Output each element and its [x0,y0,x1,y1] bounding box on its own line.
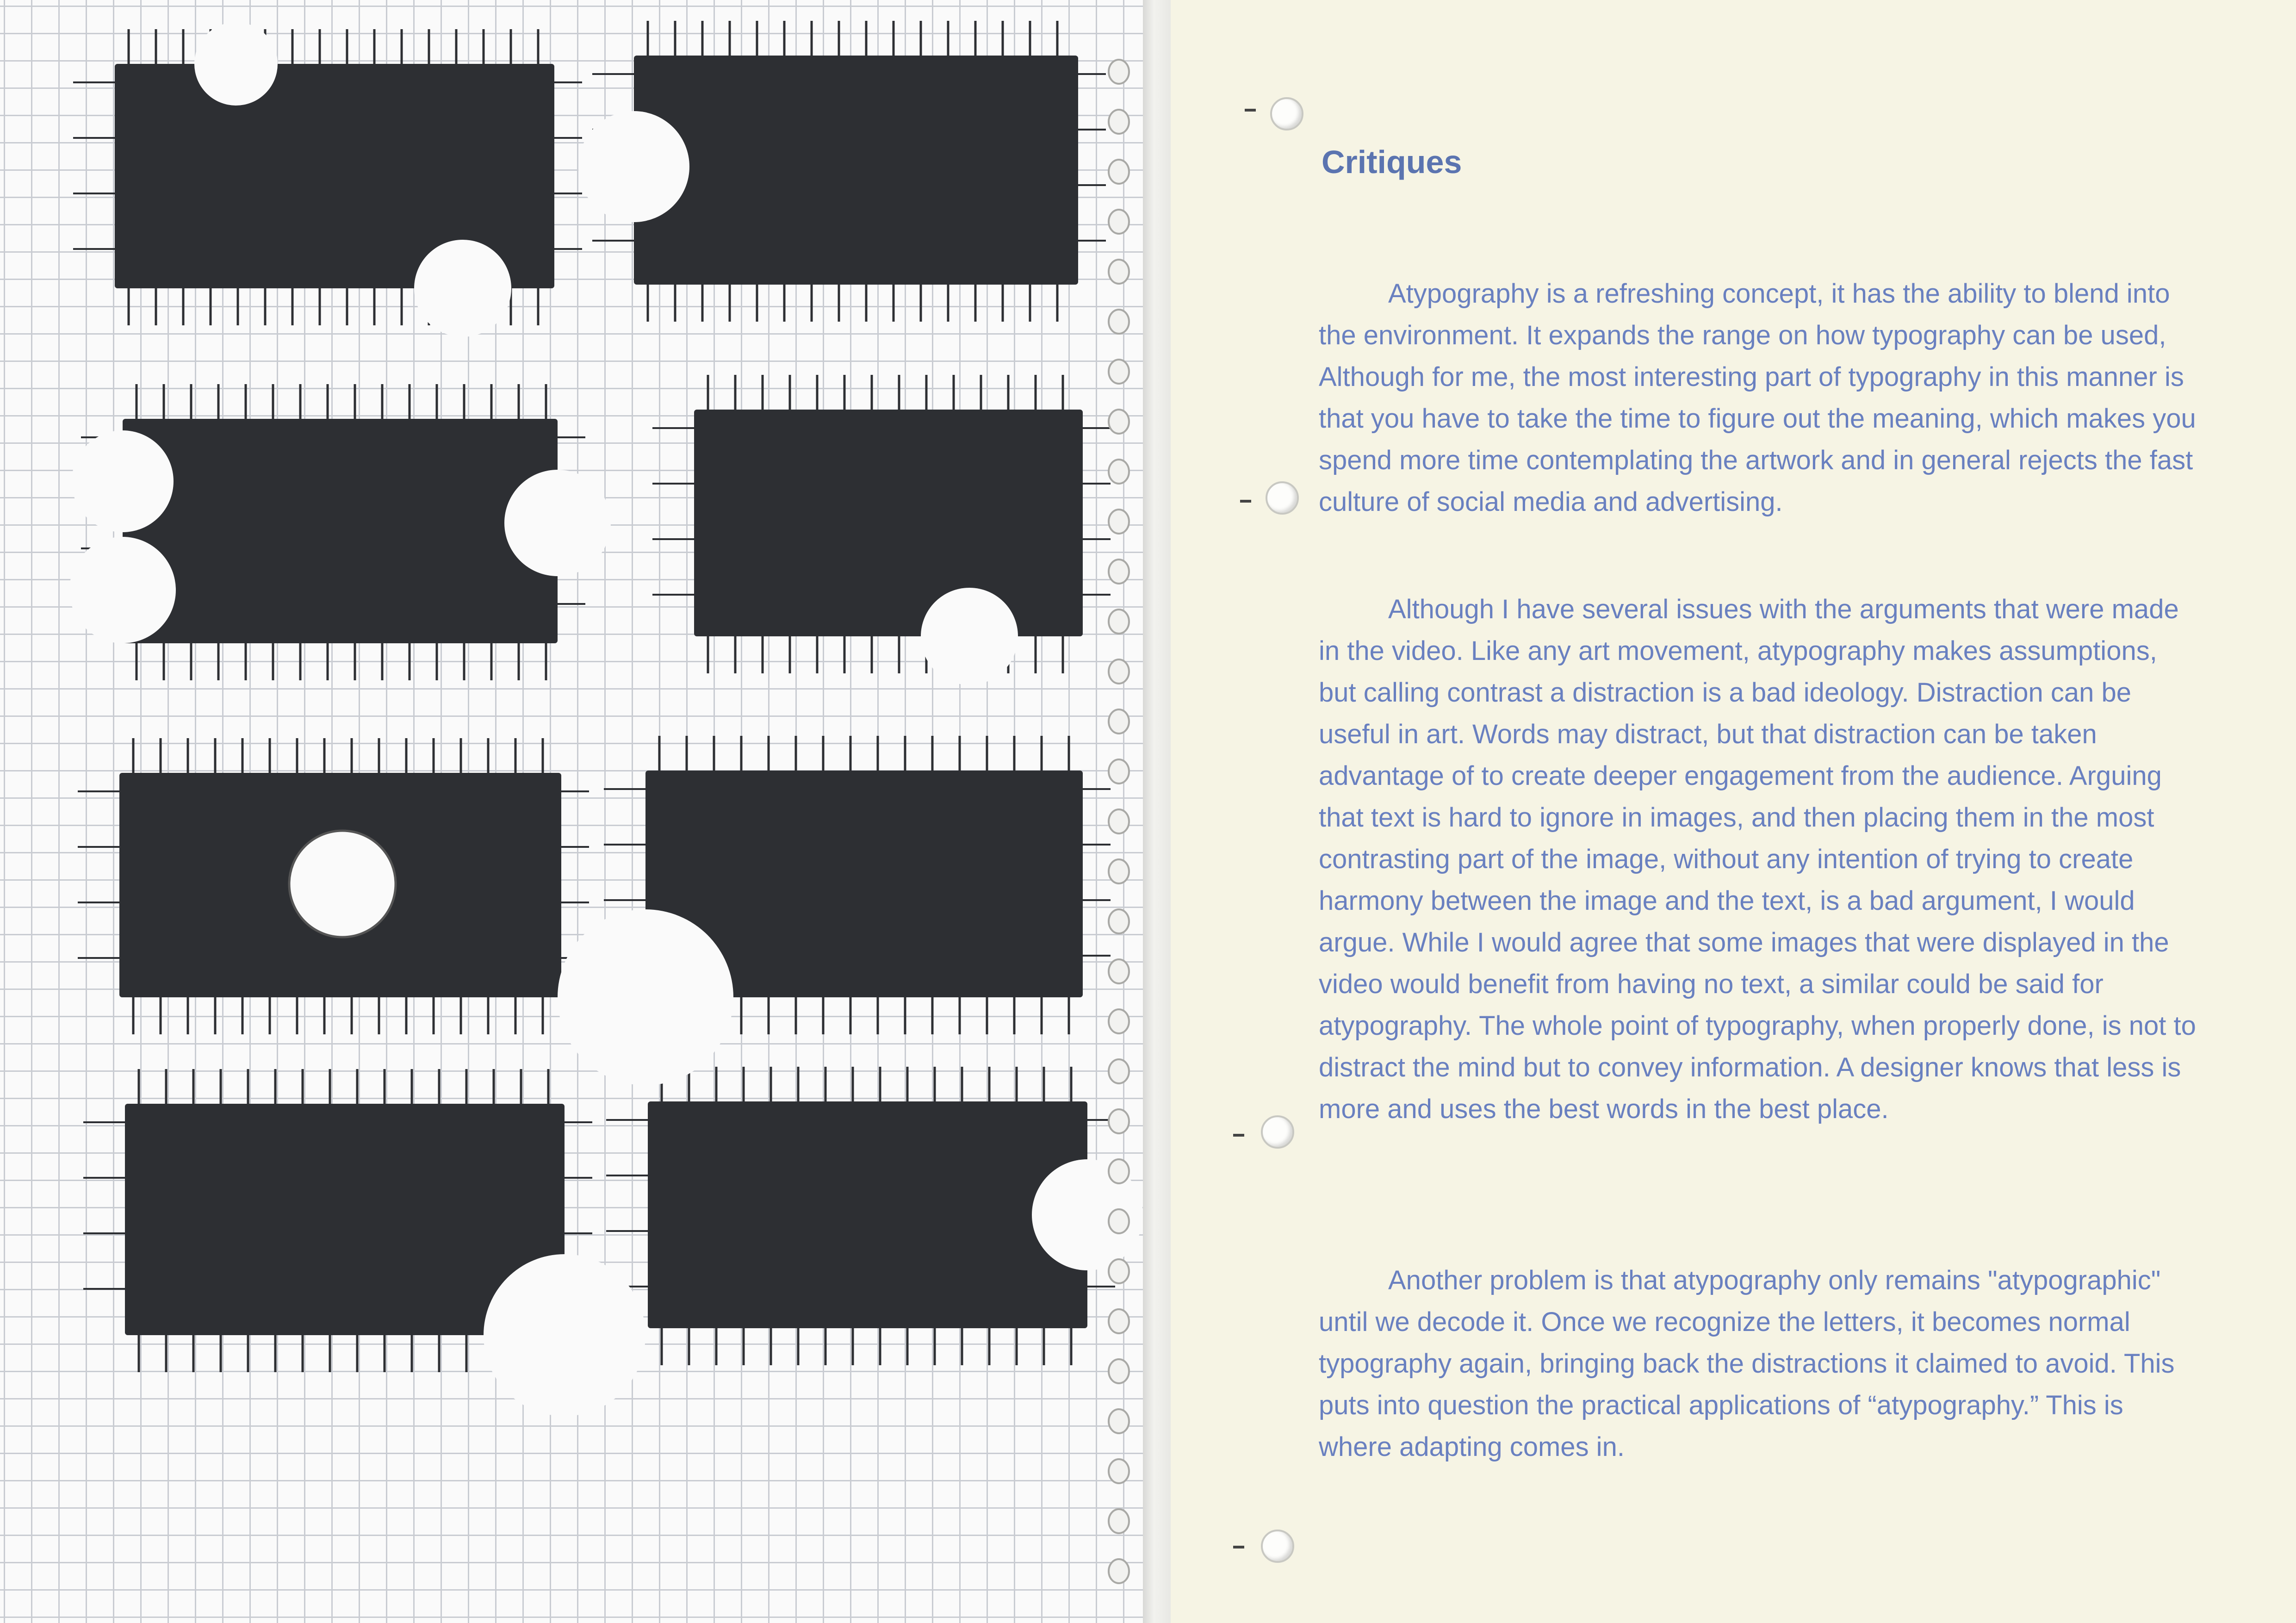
punch-mark [1233,1546,1244,1548]
punch-mark [1245,109,1256,112]
sketch-drawing [0,0,1143,1623]
binding-ring [1109,759,1129,784]
binding-ring [1109,1509,1129,1533]
binding-ring [1109,1459,1129,1483]
binding-ring [1109,1109,1129,1133]
ink-panel [123,419,558,643]
binding-ring [1109,210,1129,234]
binding-ring [1109,1009,1129,1033]
panel-notch [558,909,733,1085]
page-gutter [1143,0,1171,1623]
punch-hole [1261,1115,1294,1149]
ink-panel [694,410,1083,636]
paragraph-intro: Atypography is a refreshing concept, it has the ability to blend into the environment. It expands the range on how typography can be used, Although for me, the most interesting part of typography in this manner is that you have to take the time to figure out the meaning, which makes you spend more time contemplating the artwork and in general rejects the fast culture of social media and advertising. [1319,279,2196,517]
panel-notch [414,240,511,337]
binding-ring [1109,360,1129,384]
panel-notch [578,111,689,222]
binding-ring [1109,1359,1129,1383]
binding-ring [1109,510,1129,534]
binding-ring [1109,1309,1129,1333]
binding-ring [1109,809,1129,833]
binding-ring [1109,1159,1129,1183]
binding-ring [1109,460,1129,484]
panel-notch [921,588,1018,685]
binding-ring [1109,1409,1129,1433]
panel-notch [69,537,176,643]
punch-hole [1266,481,1299,515]
punch-hole [1261,1530,1294,1563]
page-title: Critiques [1322,144,1462,180]
punch-mark [1233,1134,1244,1137]
binding-ring [1109,160,1129,184]
binding-ring [1109,909,1129,933]
binding-ring [1109,709,1129,734]
ink-panel [648,1101,1087,1328]
binding-ring [1109,1559,1129,1583]
binding-ring [1109,1259,1129,1283]
panel-notch [194,22,278,106]
punch-mark [1240,500,1251,503]
panel-notch [484,1254,645,1416]
binding-ring [1109,410,1129,434]
sketch-page [0,0,1143,1623]
binding-ring [1109,60,1129,84]
binding-ring [1109,1209,1129,1233]
binding-ring [1109,659,1129,684]
binding-ring [1109,110,1129,134]
panel-notch [504,470,611,576]
binding-ring [1109,609,1129,634]
binding-ring [1109,260,1129,284]
ink-panel [634,56,1078,285]
paragraph-problem: Another problem is that atypography only remains "atypographic" until we decode it. Once we recognize the letters, it becomes normal typography again, bringing back the distractions it claimed to avoid. This puts into question the practical applications of “atypography.” This is where adapting comes in. [1319,1265,2175,1462]
panel-notch [72,430,174,532]
binding-ring [1109,560,1129,584]
panel-hole [289,831,396,937]
binding-ring [1109,1059,1129,1083]
binding-ring [1109,959,1129,983]
paragraph-issues: Although I have several issues with the arguments that were made in the video. Like any art movement, atypography makes assumptions, but calling contrast a distraction is a bad ideology. Distraction can be useful in art. Words may distract, but that distraction can be taken advantage of to create deeper engagement from the audience. Arguing that text is hard to ignore in images, and then placing them in the most contrasting part of the image, without any intention of trying to create harmony between the image and the text, is a bad argument, I would argue. While I would agree that some images that were displayed in the video would benefit from having no text, a similar could be said for atypography. The whole point of typography, when properly done, is not to distract the mind but to convey information. A designer knows that less is more and uses the best words in the best place. [1319,594,2196,1124]
binding-ring [1109,310,1129,334]
binding-ring [1109,859,1129,883]
punch-hole [1270,97,1303,131]
